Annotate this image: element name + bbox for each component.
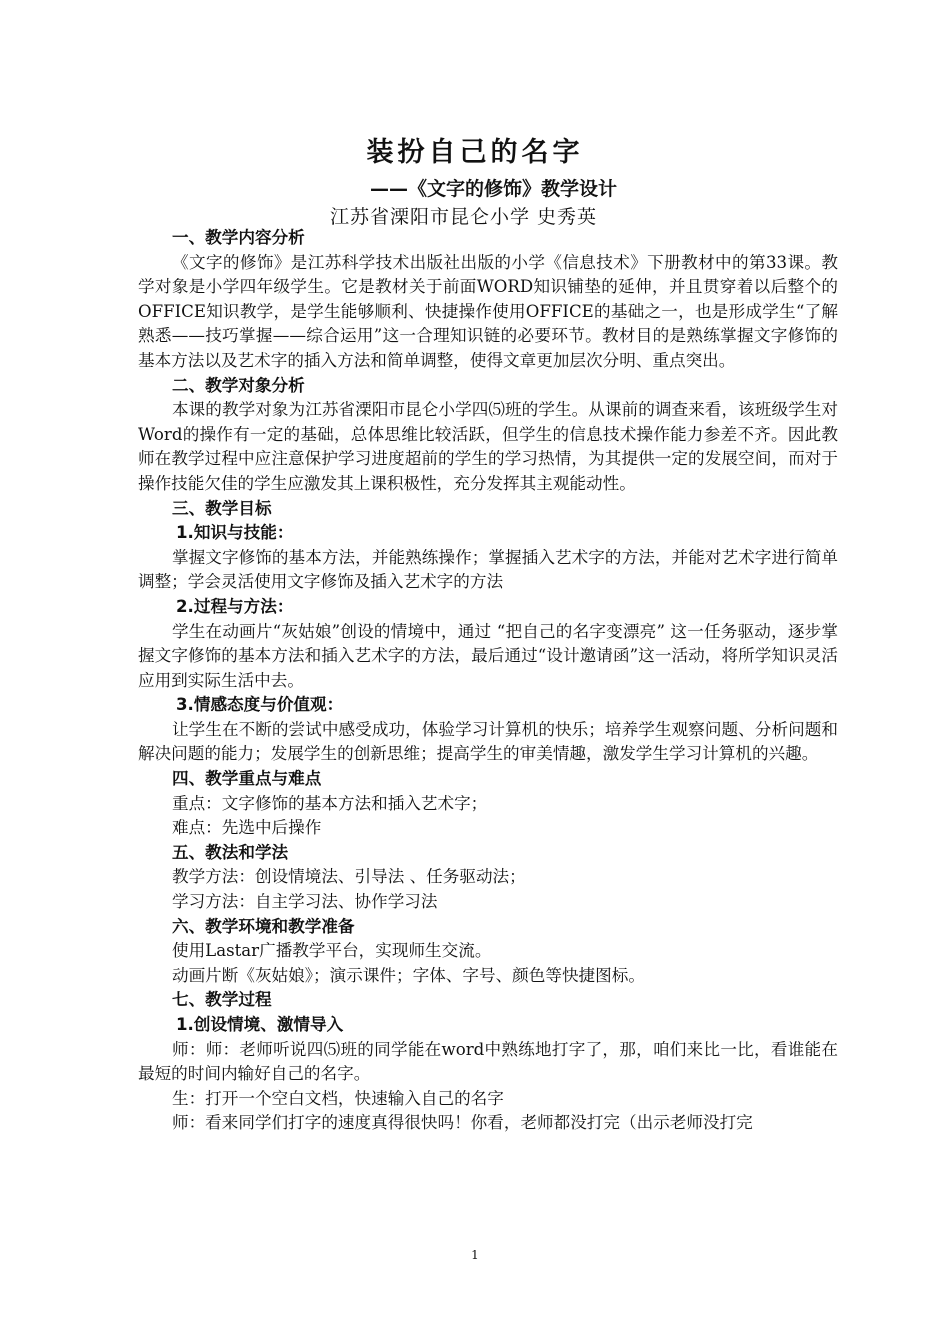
section-paragraph: 生：打开一个空白文档，快速输入自己的名字: [172, 1088, 504, 1108]
doc-title: 装扮自己的名字: [366, 137, 584, 168]
subsection-heading: 3.情感态度与价值观：: [176, 695, 344, 715]
section-heading: 二、教学对象分析: [172, 375, 305, 395]
section-paragraph: 本课的教学对象为江苏省溧阳市昆仑小学四⑸班的学生。从课前的调查来看，该班级学生对Word的操作有一定的基础，总体思维比较活跃，但学生的信息技术操作能力参差不齐。因此教师在教学过程中应注意保护学习进度超前的学生的学习热情，为其提供一定的发展空间，而对于操作技能欠佳的学生应激发其上课积极性，充分发挥其主观能动性。: [138, 400, 838, 493]
subsection-heading: 1.创设情境、激情导入: [176, 1015, 344, 1034]
subsection-heading: 1.知识与技能：: [176, 523, 294, 543]
section-heading: 五、教法和学法: [172, 842, 289, 862]
text-line: 教学方法：创设情境法、引导法 、任务驱动法；: [172, 867, 526, 887]
text-line: 学习方法：自主学习法、协作学习法: [172, 892, 438, 912]
doc-author: 江苏省溧阳市昆仑小学 史秀英: [330, 206, 598, 228]
section-heading: 四、教学重点与难点: [172, 769, 322, 789]
section-heading: 七、教学过程: [172, 990, 272, 1010]
section-paragraph: 学生在动画片“灰姑娘”创设的情境中，通过 “把自己的名字变漂亮” 这一任务驱动，逐步掌握文字修饰的基本方法和插入艺术字的方法，最后通过“设计邀请函”这一活动，将所学知识灵活应用到实际生活中去。: [138, 621, 838, 690]
section-paragraph: 掌握文字修饰的基本方法，并能熟练操作；掌握插入艺术字的方法，并能对艺术字进行简单调整；学会灵活使用文字修饰及插入艺术字的方法: [138, 547, 838, 592]
text-line: 难点：先选中后操作: [172, 818, 322, 838]
page-number: 1: [471, 1248, 479, 1262]
doc-body: [138, 226, 838, 1136]
text-line: 使用Lastar广播教学平台，实现师生交流。: [172, 941, 492, 961]
section-heading: 三、教学目标: [172, 498, 272, 518]
text-line: 重点：文字修饰的基本方法和插入艺术字；: [172, 793, 488, 813]
doc-subtitle: ——《文字的修饰》教学设计: [370, 178, 618, 200]
section-paragraph: 让学生在不断的尝试中感受成功，体验学习计算机的快乐；培养学生观察问题、分析问题和解决问题的能力；发展学生的创新思维；提高学生的审美情趣，激发学生学习计算机的兴趣。: [138, 719, 838, 764]
text-line: 动画片断《灰姑娘》；演示课件；字体、字号、颜色等快捷图标。: [172, 965, 645, 985]
section-paragraph: 师：师：老师听说四⑸班的同学能在word中熟练地打字了，那，咱们来比一比，看谁能在最短的时间内输好自己的名字。: [138, 1039, 838, 1084]
section-paragraph: 师：看来同学们打字的速度真得很快吗！你看，老师都没打完（出示老师没打完: [172, 1113, 753, 1133]
section-heading: 六、教学环境和教学准备: [172, 916, 355, 936]
subsection-heading: 2.过程与方法：: [176, 596, 294, 616]
section-paragraph: 《文字的修饰》是江苏科学技术出版社出版的小学《信息技术》下册教材中的第33课。教学对象是小学四年级学生。它是教材关于前面WORD知识铺垫的延伸，并且贯穿着以后整个的OFFICE知识教学，是学生能够顺利、快捷操作使用OFFICE的基础之一，也是形成学生“了解熟悉——技巧掌握——综合运用”这一合理知识链的必要环节。教材目的是熟练掌握文字修饰的基本方法以及艺术字的插入方法和简单调整，使得文章更加层次分明、重点突出。: [138, 252, 838, 370]
section-heading: 一、教学内容分析: [172, 228, 305, 247]
